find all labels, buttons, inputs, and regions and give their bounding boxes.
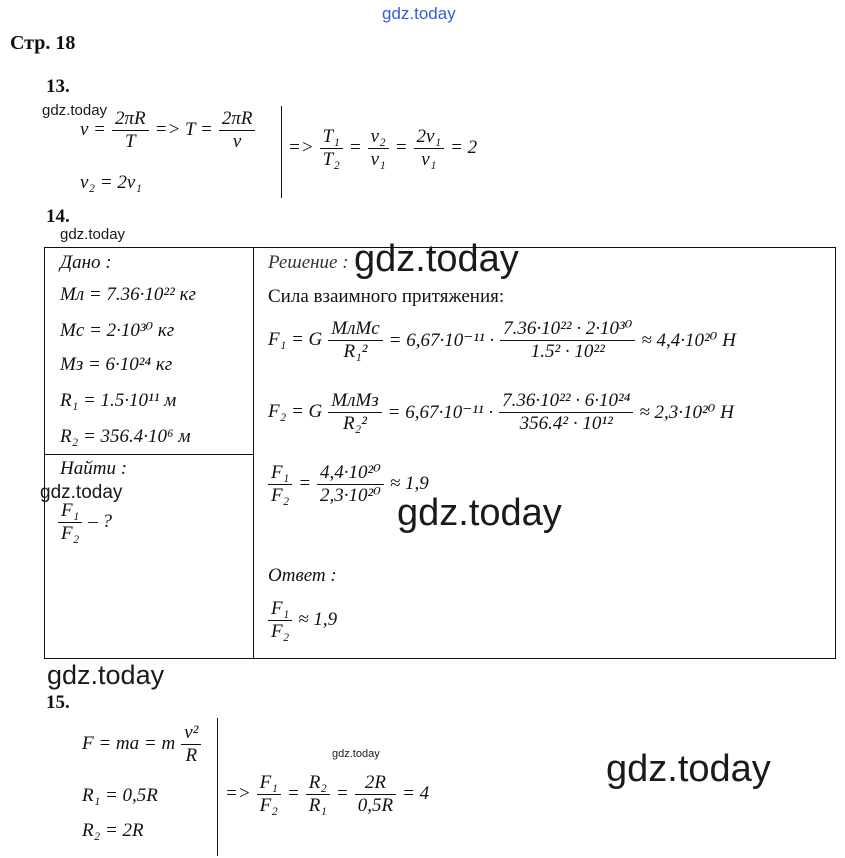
- p15-R2: R₂ = 2R: [82, 820, 144, 841]
- p14-f1-mid: = 6,67·10⁻¹¹ ·: [388, 329, 495, 351]
- p14-find-den: F₂: [61, 522, 80, 544]
- p14-dano: Дано :: [60, 252, 112, 273]
- p15-rhs-frac-2-den: R₁: [308, 794, 327, 816]
- p14-f2-big-den: 356.4² · 10¹²: [519, 412, 613, 434]
- p14-find-num: F₁: [58, 500, 82, 523]
- p14-table: [44, 247, 836, 659]
- watermark-14d: gdz.today: [397, 492, 562, 534]
- p14-f1-big-den: 1.5² · 10²²: [530, 340, 605, 362]
- p14-f2-equation: [268, 390, 734, 435]
- p15-eq-sign-1: =: [286, 783, 300, 805]
- p13-v2-eq: v₂ = 2v₁: [80, 172, 142, 193]
- p14-given-1: Mл = 7.36·10²² кг: [60, 284, 196, 305]
- p15-result: = 4: [402, 783, 430, 805]
- p14-given-divider: [44, 454, 254, 455]
- p15-F-left: F = ma = m: [82, 733, 176, 755]
- watermark-15b: gdz.today: [332, 748, 380, 760]
- p13-eq-sign-2: =: [394, 137, 408, 159]
- p14-answer-result: ≈ 1,9: [298, 609, 338, 631]
- p14-ratio-den: F₂: [271, 484, 290, 506]
- p14-f2-result: ≈ 2,3·10²⁰ Н: [639, 401, 734, 423]
- p13-result: = 2: [450, 137, 478, 159]
- p14-f1-frac-den: R₁²: [343, 340, 368, 362]
- watermark-15c: gdz.today: [606, 748, 771, 790]
- p13-arrow: => T =: [154, 119, 213, 141]
- p13-equation-1: [80, 108, 255, 153]
- p14-given-4: R₁ = 1.5·10¹¹ м: [60, 390, 177, 411]
- p14-f2-frac: [328, 390, 381, 435]
- p15-rhs: [225, 772, 429, 817]
- p13-v-fraction: [112, 108, 149, 153]
- p15-F-den: R: [185, 744, 198, 766]
- p13-rhs-frac-1-den: T₂: [322, 148, 340, 170]
- p15-rhs-frac-3: [355, 772, 396, 817]
- p14-answer-frac: [268, 598, 292, 643]
- p13-T-den: v: [232, 130, 242, 152]
- watermark-14a: gdz.today: [60, 226, 126, 243]
- p15-rhs-frac-2: [306, 772, 330, 817]
- watermark-13: gdz.today: [42, 102, 108, 119]
- p13-rhs-frac-3-num: 2v₁: [414, 126, 445, 149]
- p13-divider: [281, 106, 282, 198]
- p15-R1: R₁ = 0,5R: [82, 785, 158, 806]
- p14-f1-left: F₁ = G: [268, 329, 323, 351]
- p14-intro: Сила взаимного притяжения:: [268, 286, 505, 307]
- p13-T-num: 2πR: [219, 108, 256, 131]
- p13-rhs-frac-1-num: T₁: [320, 126, 343, 149]
- p15-rhs-frac-1-num: F₁: [257, 772, 281, 795]
- p14-ratio-val-num: 4,4·10²⁰: [317, 462, 384, 485]
- p14-f2-left: F₂ = G: [268, 401, 323, 423]
- p14-f2-big-frac: [499, 390, 633, 435]
- p14-f2-big-num: 7.36·10²² · 6·10²⁴: [499, 390, 633, 413]
- p14-find-q: – ?: [88, 511, 112, 533]
- p13-rhs-frac-1: [320, 126, 343, 171]
- watermark-top: gdz.today: [382, 4, 456, 23]
- p13-rhs-frac-2-den: v₁: [370, 148, 386, 170]
- p15-F-frac: [181, 722, 201, 767]
- watermark-14c: gdz.today: [40, 482, 123, 503]
- p14-ratio-num: F₁: [268, 462, 292, 485]
- p13-T-fraction: [219, 108, 256, 153]
- p14-ratio-eq: =: [298, 473, 312, 495]
- p14-col-divider: [253, 247, 254, 658]
- p15-rhs-frac-1: [257, 772, 281, 817]
- p14-answer: [268, 598, 337, 643]
- p13-rhs-frac-3: [414, 126, 445, 171]
- p13-rhs-frac-2: [368, 126, 389, 171]
- p15-rhs-frac-3-den: 0,5R: [357, 794, 394, 816]
- p13-eq-sign-1: =: [348, 137, 362, 159]
- p14-reshenie: Решение :: [268, 252, 349, 273]
- p13-rhs-arrow: =>: [288, 137, 314, 159]
- p15-F-num: v²: [181, 722, 201, 745]
- problem-14-label: 14.: [46, 206, 70, 227]
- p14-given-2: Mс = 2·10³⁰ кг: [60, 320, 175, 341]
- p15-eq-sign-2: =: [335, 783, 349, 805]
- p15-rhs-frac-1-den: F₂: [259, 794, 278, 816]
- p15-rhs-frac-3-num: 2R: [355, 772, 396, 795]
- p14-f2-frac-num: MлMз: [328, 390, 381, 413]
- p13-v-den: T: [125, 130, 136, 152]
- p14-f1-frac-num: MлMс: [328, 318, 382, 341]
- p14-f1-result: ≈ 4,4·10²⁰ Н: [641, 329, 736, 351]
- p15-divider: [217, 718, 218, 856]
- p14-answer-num: F₁: [268, 598, 292, 621]
- p14-given-5: R₂ = 356.4·10⁶ м: [60, 426, 191, 447]
- p14-ratio-val-frac: [317, 462, 384, 507]
- p14-find: [58, 500, 112, 545]
- problem-15-label: 15.: [46, 692, 70, 713]
- p13-v-eq: v =: [80, 119, 107, 141]
- p14-ratio-frac: [268, 462, 292, 507]
- p14-f2-frac-den: R₂²: [342, 412, 367, 434]
- p14-f1-equation: [268, 318, 736, 363]
- p14-ratio: [268, 462, 429, 507]
- p15-rhs-arrow: =>: [225, 783, 251, 805]
- p13-v-num: 2πR: [112, 108, 149, 131]
- problem-13-label: 13.: [46, 76, 70, 97]
- p14-f1-big-frac: [500, 318, 635, 363]
- watermark-15a: gdz.today: [47, 660, 165, 690]
- p15-equation-F: [82, 722, 201, 767]
- p14-f2-mid: = 6,67·10⁻¹¹ ·: [387, 401, 494, 423]
- p14-ratio-result: ≈ 1,9: [389, 473, 429, 495]
- p14-naiti: Найти :: [60, 458, 128, 479]
- p15-rhs-frac-2-num: R₂: [306, 772, 330, 795]
- p13-rhs-frac-2-num: v₂: [368, 126, 389, 149]
- watermark-14b: gdz.today: [354, 238, 519, 280]
- p14-f1-frac: [328, 318, 382, 363]
- p14-f1-big-num: 7.36·10²² · 2·10³⁰: [500, 318, 635, 341]
- p14-answer-den: F₂: [271, 620, 290, 642]
- p14-given-3: Mз = 6·10²⁴ кг: [60, 354, 173, 375]
- page-title: Стр. 18: [10, 32, 76, 54]
- p14-otvet: Ответ :: [268, 565, 337, 586]
- p14-find-frac: [58, 500, 82, 545]
- p13-rhs: [288, 126, 477, 171]
- p14-ratio-val-den: 2,3·10²⁰: [320, 484, 381, 506]
- p13-rhs-frac-3-den: v₁: [421, 148, 437, 170]
